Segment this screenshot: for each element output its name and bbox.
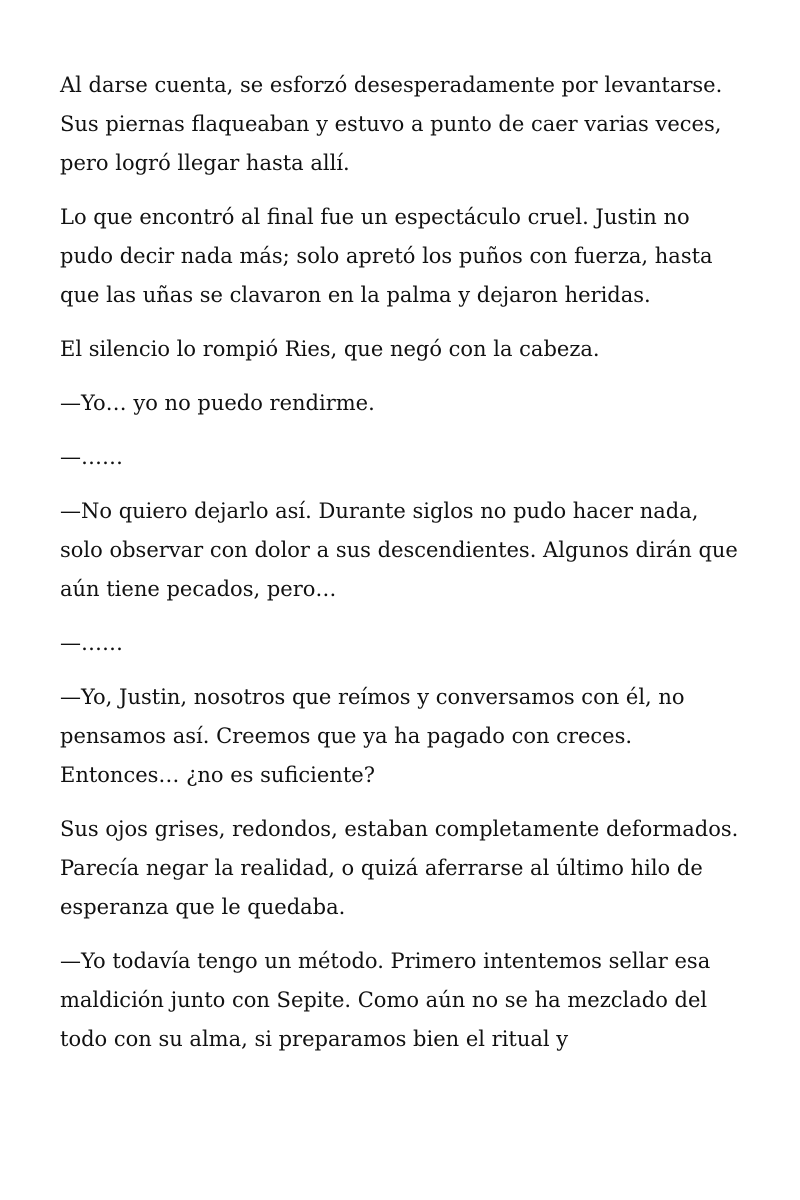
paragraph: El silencio lo rompió Ries, que negó con la cabeza. [60, 337, 600, 361]
paragraph: Lo que encontró al final fue un espectáculo cruel. Justin no pudo decir nada más; solo apretó los puños con fuerza, hasta que las uñas se clavaron en la palma y dejaron heridas. [60, 205, 713, 307]
dialogue-line: —No quiero dejarlo así. Durante siglos no pudo hacer nada, solo observar con dolor a sus descendientes. Algunos dirán que aún tiene pecados, pero… [60, 499, 738, 601]
paragraph: Sus ojos grises, redondos, estaban completamente deformados. Parecía negar la realidad, o quizá aferrarse al último hilo de esperanza que le quedaba. [60, 817, 739, 919]
dialogue-line: —Yo, Justin, nosotros que reímos y conversamos con él, no pensamos así. Creemos que ya ha pagado con creces. Entonces… ¿no es suficiente? [60, 685, 685, 787]
paragraph: Al darse cuenta, se esforzó desesperadamente por levantarse. Sus piernas flaqueaban y estuvo a punto de caer varias veces, pero logró llegar hasta allí. [60, 73, 723, 175]
dialogue-line: —Yo… yo no puedo rendirme. [60, 391, 375, 415]
dialogue-line: —…… [60, 445, 123, 469]
dialogue-line: —Yo todavía tengo un método. Primero intentemos sellar esa maldición junto con Sepite. Como aún no se ha mezclado del todo con su alma, si preparamos bien el ritual y [60, 949, 711, 1051]
dialogue-line: —…… [60, 631, 123, 655]
